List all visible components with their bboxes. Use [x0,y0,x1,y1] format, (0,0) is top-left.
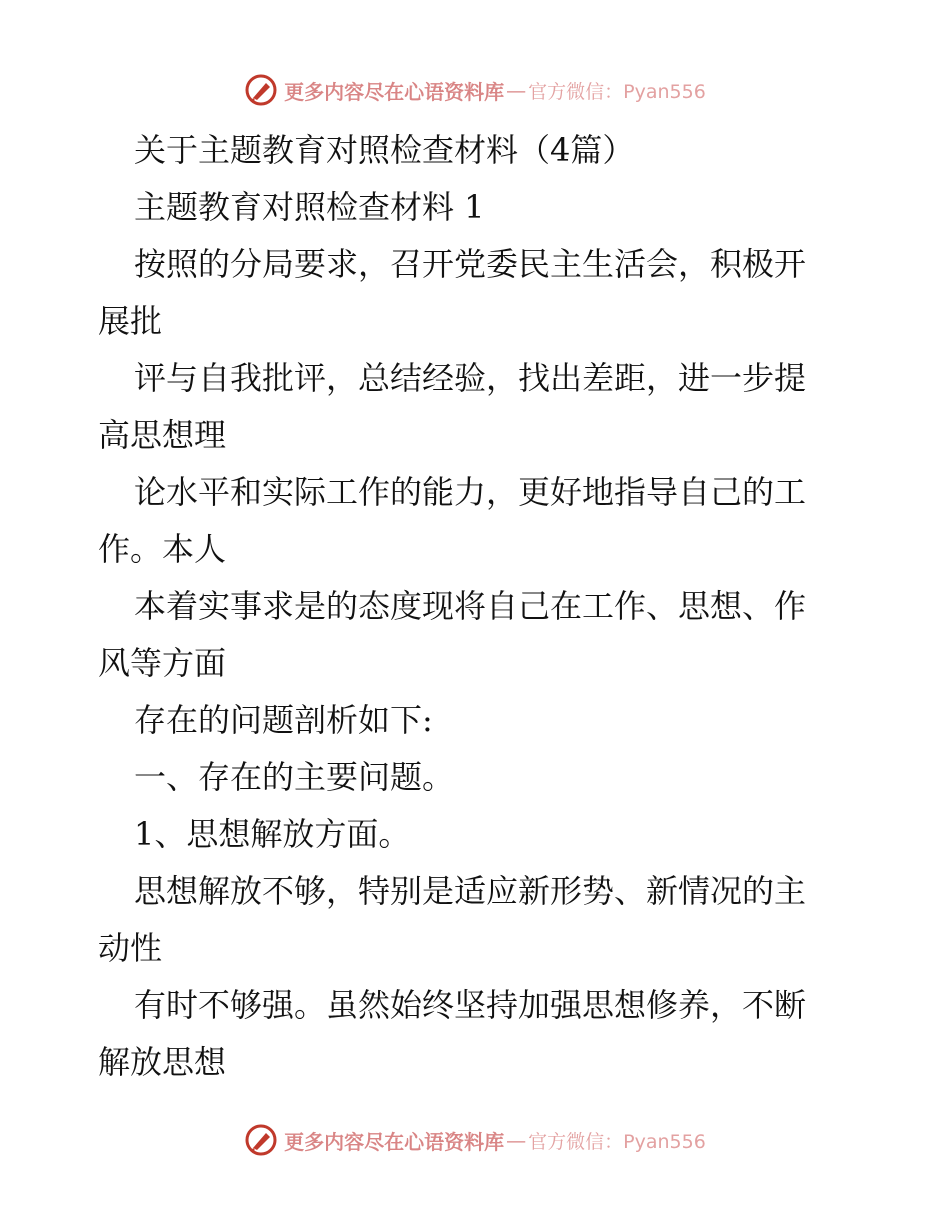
footer-watermark [0,1120,950,1160]
paragraph-line: 展批 [98,302,163,340]
paragraph-line: 有时不够强。虽然始终坚持加强思想修养，不断 [134,986,807,1024]
pen-logo-icon [244,73,278,107]
paragraph-line: 本着实事求是的态度现将自己在工作、思想、作 [134,587,807,625]
section-heading: 主题教育对照检查材料 1 [134,188,485,226]
paragraph-line: 解放思想 [98,1043,227,1081]
document-title: 关于主题教育对照检查材料（4篇） [134,131,635,169]
paragraph-line: 按照的分局要求，召开党委民主生活会，积极开 [134,245,807,283]
watermark-separator: — [506,1128,527,1152]
watermark-main-text: 更多内容尽在心语资料库 [284,1129,505,1154]
pen-logo-icon [244,1123,278,1157]
paragraph-line: 作。本人 [98,530,227,568]
subheading: 1、思想解放方面。 [134,815,411,853]
watermark-separator: — [506,78,527,102]
paragraph-line: 存在的问题剖析如下: [134,701,433,739]
paragraph-line: 动性 [98,929,163,967]
paragraph-line: 思想解放不够，特别是适应新形势、新情况的主 [134,872,807,910]
paragraph-line: 论水平和实际工作的能力，更好地指导自己的工 [134,473,807,511]
watermark-sub-text: 官方微信：Pyan556 [528,1130,706,1153]
subheading: 一、存在的主要问题。 [134,758,455,796]
paragraph-line: 风等方面 [98,644,227,682]
watermark-sub-text: 官方微信：Pyan556 [528,80,706,103]
paragraph-line: 高思想理 [98,416,227,454]
document-body [0,122,950,1091]
header-watermark [0,70,950,110]
paragraph-line: 评与自我批评，总结经验，找出差距，进一步提 [134,359,807,397]
watermark-main-text: 更多内容尽在心语资料库 [284,79,505,104]
